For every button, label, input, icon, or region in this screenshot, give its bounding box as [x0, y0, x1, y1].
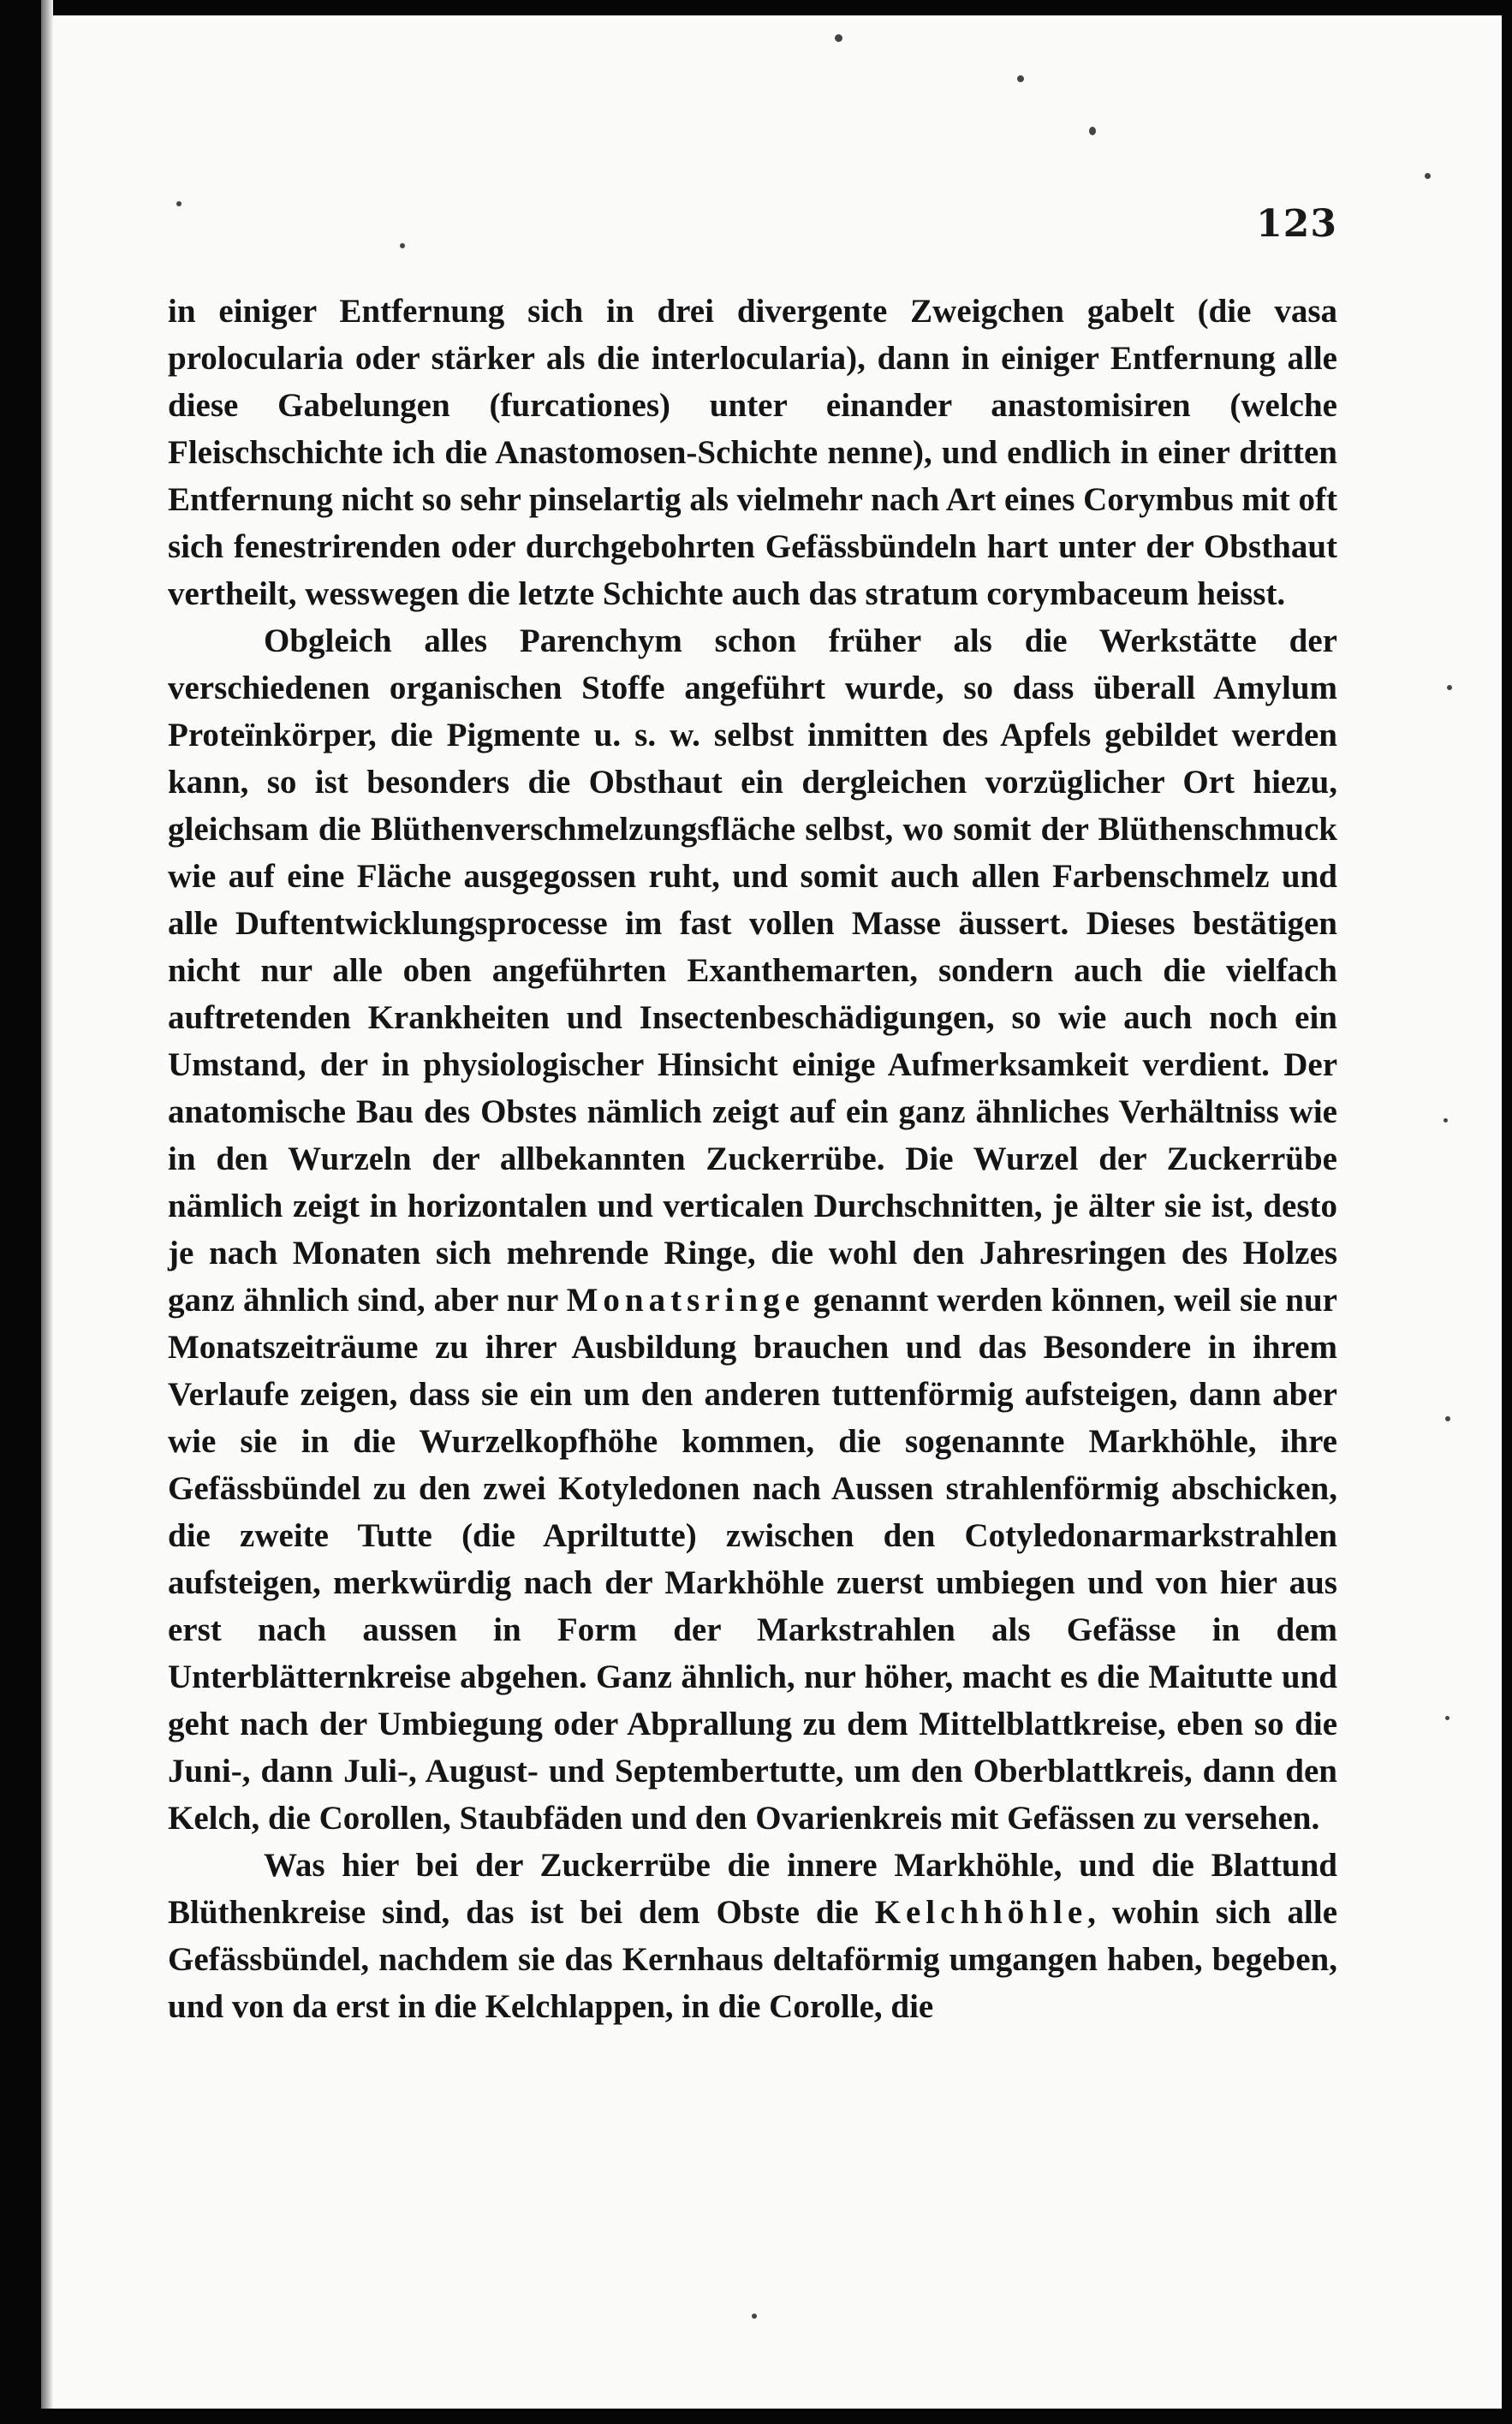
scan-border-top: [0, 0, 1512, 15]
paragraph-text: Was hier bei der Zuckerrübe die innere Markhöhle, und die Blattund Blüthenkreise sind, das ist bei dem Obste die: [168, 1847, 1337, 1931]
dust-speck: [1425, 173, 1431, 179]
dust-speck: [400, 243, 405, 248]
paragraph-text: Obgleich alles Parenchym schon früher als die Werkstätte der verschiedenen organischen Stoffe angeführt wurde, so dass überall Amylum Proteïnkörper, die Pigmente u. s. w. selbst inmitten des Apfels gebildet werden kann, so ist besonders die Obsthaut ein dergleichen vorzüglicher Ort hiezu, gleichsam die Blüthenverschmelzungsfläche selbst, wo somit der Blüthenschmuck wie auf eine Fläche ausgegossen ruht, und somit auch allen Farbenschmelz und alle Duftentwicklungsprocesse im fast vollen Masse äussert. Dieses bestätigen nicht nur alle oben angeführten Exanthemarten, sondern auch die vielfach auftretenden Krankheiten und Insectenbeschädigungen, so wie auch noch ein Umstand, der in physiologischer Hinsicht einige Aufmerksamkeit verdient. Der anatomische Bau des Obstes nämlich zeigt auf ein ganz ähnliches Verhältniss wie in den Wurzeln der allbekannten Zuckerrübe. Die Wurzel der Zuckerrübe nämlich zeigt in horizontalen und verticalen Durchschnitten, je älter sie ist, desto je nach Monaten sich mehrende Ringe, die wohl den Jahresringen des Holzes ganz ähnlich sind, aber nur: [168, 622, 1337, 1319]
paragraph-text: in einiger Entfernung sich in drei divergente Zweigchen gabelt (die vasa prolocularia oder stärker als die interlocularia), dann in einiger Entfernung alle diese Gabelungen (furcationes) unter einander anastomisiren (welche Fleischschichte ich die Anastomosen-Schichte nenne), und endlich in einer dritten Entfernung nicht so sehr pinselartig als vielmehr nach Art eines Corymbus mit oft sich fenestrirenden oder durchgebohrten Gefässbündeln hart unter der Obsthaut vertheilt, wesswegen die letzte Schichte auch das stratum corymbaceum heisst.: [168, 293, 1337, 612]
dust-speck: [1445, 1716, 1449, 1720]
paragraph: [168, 617, 1337, 1842]
scan-border-right: [1502, 0, 1512, 2424]
paragraph-text: , wohin sich alle Gefässbündel, nachdem sie das Kernhaus deltaförmig umgangen haben, begeben, und von da erst in die Kelchlappen, in die Corolle, die: [168, 1894, 1338, 2025]
body-text: [168, 288, 1337, 2030]
paragraph-text: genannt werden können, weil sie nur Monatszeiträume zu ihrer Ausbildung brauchen und das Besondere in ihrem Verlaufe zeigen, dass sie ein um den anderen tuttenförmig aufsteigen, dann aber wie sie in die Wurzelkopfhöhe kommen, die sogenannte Markhöhle, ihre Gefässbündel zu den zwei Kotyledonen nach Aussen strahlenförmig abschicken, die zweite Tutte (die Apriltutte) zwischen den Cotyledonarmarkstrahlen aufsteigen, merkwürdig nach der Markhöhle zuerst umbiegen und von hier aus erst nach aussen in Form der Markstrahlen als Gefässe in dem Unterblätternkreise abgehen. Ganz ähnlich, nur höher, macht es die Maitutte und geht nach der Umbiegung oder Abprallung zu dem Mittelblattkreise, eben so die Juni-, dann Juli-, August- und Septembertutte, um den Oberblattkreis, dann den Kelch, die Corollen, Staubfäden und den Ovarienkreis mit Gefässen zu versehen.: [168, 1282, 1337, 1837]
dust-speck: [1447, 685, 1452, 690]
dust-speck: [752, 2314, 757, 2319]
scan-border-bottom: [0, 2409, 1512, 2424]
dust-speck: [1017, 75, 1024, 82]
emphasized-term-monatsringe: Monatsringe: [566, 1282, 805, 1319]
dust-speck: [1445, 1416, 1450, 1421]
dust-speck: [176, 201, 182, 206]
paragraph: [168, 1842, 1337, 2030]
scan-binding-shadow: [41, 0, 53, 2424]
dust-speck: [1089, 127, 1096, 135]
dust-speck: [1444, 1118, 1448, 1123]
emphasized-term-kelchhoehle: Kelchhöhle: [874, 1894, 1088, 1931]
page-number: 123: [1256, 202, 1337, 246]
scan-border-left: [0, 0, 41, 2424]
dust-speck: [835, 34, 842, 42]
paragraph-continuation: [168, 288, 1337, 617]
